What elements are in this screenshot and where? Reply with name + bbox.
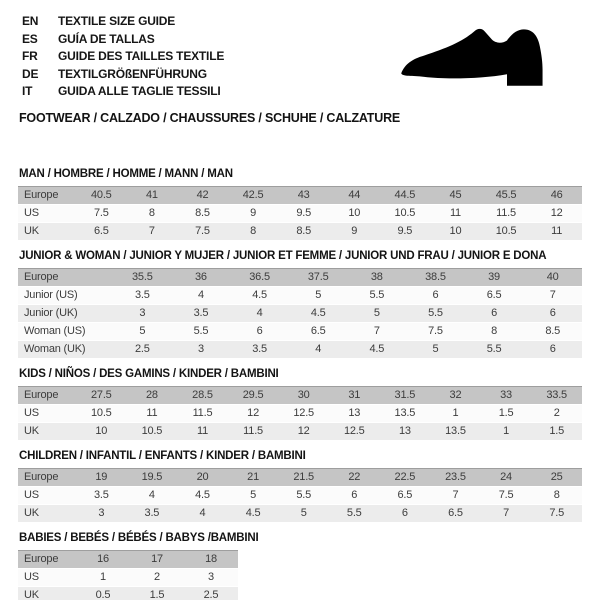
- size-cell: 7.5: [76, 205, 127, 223]
- size-cell: 41: [127, 186, 178, 205]
- kids-size-table: [18, 386, 582, 441]
- size-cell: 17: [130, 550, 184, 569]
- size-cell: 6: [329, 487, 380, 505]
- size-cell: 3.5: [230, 341, 289, 359]
- table-row: [18, 569, 238, 587]
- size-cell: 4: [177, 505, 228, 523]
- size-cell: 8.5: [177, 205, 228, 223]
- size-cell: 5: [348, 305, 407, 323]
- language-code: IT: [22, 84, 33, 98]
- size-cell: 30: [278, 386, 329, 405]
- size-cell: 4.5: [289, 305, 348, 323]
- size-cell: 22.5: [380, 468, 431, 487]
- size-cell: 11.5: [481, 205, 532, 223]
- size-cell: 40: [523, 268, 582, 287]
- row-label: Woman (UK): [18, 341, 113, 359]
- size-cell: 31.5: [380, 386, 431, 405]
- size-cell: 38: [348, 268, 407, 287]
- section-children: [18, 450, 582, 523]
- row-label: US: [18, 405, 76, 423]
- size-cell: 4: [289, 341, 348, 359]
- table-header-row: [18, 386, 582, 405]
- language-code: EN: [22, 14, 39, 28]
- language-code: FR: [22, 49, 38, 63]
- size-cell: 12.5: [278, 405, 329, 423]
- size-cell: 6: [523, 305, 582, 323]
- size-cell: 11.5: [228, 423, 279, 441]
- size-cell: 11.5: [177, 405, 228, 423]
- size-cell: 32: [430, 386, 481, 405]
- section-babies: [18, 532, 582, 600]
- row-label: Europe: [18, 550, 76, 569]
- size-cell: 3.5: [172, 305, 231, 323]
- table-header-row: [18, 550, 238, 569]
- size-cell: 23.5: [430, 468, 481, 487]
- size-cell: 40.5: [76, 186, 127, 205]
- size-cell: 8: [228, 223, 279, 241]
- size-cell: 5.5: [406, 305, 465, 323]
- table-row: [18, 323, 582, 341]
- size-cell: 35.5: [113, 268, 172, 287]
- size-cell: 7.5: [481, 487, 532, 505]
- size-cell: 5.5: [465, 341, 524, 359]
- size-cell: 11: [531, 223, 582, 241]
- size-cell: 7: [481, 505, 532, 523]
- size-cell: 25: [531, 468, 582, 487]
- size-cell: 8.5: [523, 323, 582, 341]
- size-cell: 4: [127, 487, 178, 505]
- size-cell: 33: [481, 386, 532, 405]
- size-cell: 12: [228, 405, 279, 423]
- size-cell: 2.5: [113, 341, 172, 359]
- size-cell: 5: [228, 487, 279, 505]
- size-cell: 13.5: [380, 405, 431, 423]
- size-cell: 4.5: [177, 487, 228, 505]
- size-cell: 10.5: [127, 423, 178, 441]
- language-title: GUÍA DE TALLAS: [58, 31, 155, 46]
- size-cell: 4.5: [348, 341, 407, 359]
- table-row: [18, 587, 238, 600]
- size-cell: 44.5: [380, 186, 431, 205]
- page-header: [18, 0, 582, 125]
- size-cell: 6: [406, 287, 465, 305]
- size-cell: 5.5: [329, 505, 380, 523]
- size-cell: 1: [481, 423, 532, 441]
- table-row: [18, 205, 582, 223]
- size-cell: 5.5: [348, 287, 407, 305]
- size-cell: 1.5: [130, 587, 184, 600]
- row-label: Junior (UK): [18, 305, 113, 323]
- language-title: TEXTILE SIZE GUIDE: [58, 14, 176, 28]
- size-cell: 19.5: [127, 468, 178, 487]
- man-size-table: [18, 186, 582, 241]
- children-size-table: [18, 468, 582, 523]
- size-cell: 28.5: [177, 386, 228, 405]
- size-cell: 21: [228, 468, 279, 487]
- size-cell: 11: [430, 205, 481, 223]
- table-title-junior-woman: JUNIOR & WOMAN / JUNIOR Y MUJER / JUNIOR ET FEMME / JUNIOR UND FRAU / JUNIOR E DONA: [19, 249, 547, 262]
- row-label: UK: [18, 223, 76, 241]
- size-cell: 7.5: [531, 505, 582, 523]
- size-cell: 33.5: [531, 386, 582, 405]
- size-cell: 3.5: [113, 287, 172, 305]
- size-cell: 3.5: [76, 487, 127, 505]
- size-cell: 10: [430, 223, 481, 241]
- table-title-kids: KIDS / NIÑOS / DES GAMINS / KINDER / BAMBINI: [19, 367, 279, 380]
- junior-woman-size-table: [18, 268, 582, 359]
- row-label: Europe: [18, 186, 76, 205]
- size-cell: 3.5: [127, 505, 178, 523]
- size-cell: 7: [430, 487, 481, 505]
- size-cell: 7: [348, 323, 407, 341]
- size-cell: 4: [172, 287, 231, 305]
- size-cell: 16: [76, 550, 130, 569]
- size-cell: 22: [329, 468, 380, 487]
- category-title: FOOTWEAR / CALZADO / CHAUSSURES / SCHUHE / CALZATURE: [19, 110, 401, 125]
- size-cell: 1: [76, 569, 130, 587]
- size-cell: 10: [329, 205, 380, 223]
- size-cell: 4.5: [230, 287, 289, 305]
- row-label: UK: [18, 587, 76, 600]
- table-header-row: [18, 186, 582, 205]
- size-tables: [18, 168, 582, 600]
- size-cell: 42: [177, 186, 228, 205]
- section-junior-woman: [18, 250, 582, 359]
- size-cell: 8: [465, 323, 524, 341]
- size-cell: 6.5: [289, 323, 348, 341]
- size-cell: 18: [184, 550, 238, 569]
- row-label: US: [18, 487, 76, 505]
- row-label: Woman (US): [18, 323, 113, 341]
- babies-size-table: [18, 550, 238, 600]
- size-cell: 10.5: [481, 223, 532, 241]
- size-cell: 8.5: [278, 223, 329, 241]
- size-cell: 13: [329, 405, 380, 423]
- size-cell: 21.5: [278, 468, 329, 487]
- row-label: Europe: [18, 386, 76, 405]
- section-man: [18, 168, 582, 241]
- size-cell: 37.5: [289, 268, 348, 287]
- language-title: GUIDA ALLE TAGLIE TESSILI: [58, 84, 221, 98]
- size-cell: 6: [523, 341, 582, 359]
- row-label: UK: [18, 423, 76, 441]
- size-cell: 6.5: [76, 223, 127, 241]
- size-cell: 2.5: [184, 587, 238, 600]
- size-cell: 9.5: [278, 205, 329, 223]
- size-cell: 8: [531, 487, 582, 505]
- language-title: TEXTILGRÖßENFÜHRUNG: [58, 66, 207, 81]
- size-cell: 11: [127, 405, 178, 423]
- language-code: ES: [22, 31, 38, 46]
- row-label: Junior (US): [18, 287, 113, 305]
- size-cell: 5: [113, 323, 172, 341]
- table-row: [18, 287, 582, 305]
- size-cell: 13.5: [430, 423, 481, 441]
- size-cell: 7.5: [406, 323, 465, 341]
- table-header-row: [18, 268, 582, 287]
- size-cell: 24: [481, 468, 532, 487]
- size-cell: 9: [228, 205, 279, 223]
- size-cell: 6.5: [380, 487, 431, 505]
- size-cell: 10.5: [380, 205, 431, 223]
- size-cell: 11: [177, 423, 228, 441]
- dress-shoe-icon: [394, 20, 572, 100]
- size-cell: 36: [172, 268, 231, 287]
- size-cell: 2: [130, 569, 184, 587]
- size-cell: 9: [329, 223, 380, 241]
- size-cell: 3: [184, 569, 238, 587]
- row-label: Europe: [18, 468, 76, 487]
- size-cell: 13: [380, 423, 431, 441]
- size-cell: 4.5: [228, 505, 279, 523]
- size-cell: 8: [127, 205, 178, 223]
- size-cell: 5.5: [172, 323, 231, 341]
- row-label: US: [18, 569, 76, 587]
- language-code: DE: [22, 66, 39, 81]
- table-row: [18, 487, 582, 505]
- size-cell: 7.5: [177, 223, 228, 241]
- size-cell: 46: [531, 186, 582, 205]
- size-cell: 39: [465, 268, 524, 287]
- size-cell: 36.5: [230, 268, 289, 287]
- size-cell: 3: [113, 305, 172, 323]
- size-cell: 28: [127, 386, 178, 405]
- table-header-row: [18, 468, 582, 487]
- size-cell: 9.5: [380, 223, 431, 241]
- size-cell: 19: [76, 468, 127, 487]
- size-cell: 0.5: [76, 587, 130, 600]
- table-title-babies: BABIES / BEBÉS / BÉBÉS / BABYS /BAMBINI: [19, 531, 259, 544]
- size-cell: 6.5: [430, 505, 481, 523]
- size-cell: 20: [177, 468, 228, 487]
- size-cell: 3: [172, 341, 231, 359]
- size-cell: 44: [329, 186, 380, 205]
- size-cell: 43: [278, 186, 329, 205]
- size-cell: 6: [465, 305, 524, 323]
- size-cell: 2: [531, 405, 582, 423]
- table-row: [18, 305, 582, 323]
- size-cell: 12: [531, 205, 582, 223]
- size-cell: 6: [380, 505, 431, 523]
- table-row: [18, 341, 582, 359]
- size-cell: 3: [76, 505, 127, 523]
- size-cell: 42.5: [228, 186, 279, 205]
- language-title: GUIDE DES TAILLES TEXTILE: [58, 49, 225, 63]
- row-label: Europe: [18, 268, 113, 287]
- size-cell: 7: [523, 287, 582, 305]
- size-cell: 27.5: [76, 386, 127, 405]
- size-cell: 5: [278, 505, 329, 523]
- size-cell: 5.5: [278, 487, 329, 505]
- size-cell: 4: [230, 305, 289, 323]
- size-cell: 7: [127, 223, 178, 241]
- size-cell: 10: [76, 423, 127, 441]
- size-cell: 6.5: [465, 287, 524, 305]
- size-cell: 31: [329, 386, 380, 405]
- table-row: [18, 223, 582, 241]
- table-title-children: CHILDREN / INFANTIL / ENFANTS / KINDER / BAMBINI: [19, 449, 306, 462]
- size-cell: 29.5: [228, 386, 279, 405]
- size-cell: 1: [430, 405, 481, 423]
- row-label: US: [18, 205, 76, 223]
- table-row: [18, 423, 582, 441]
- size-cell: 38.5: [406, 268, 465, 287]
- size-cell: 12: [278, 423, 329, 441]
- size-cell: 45: [430, 186, 481, 205]
- size-cell: 1.5: [481, 405, 532, 423]
- size-cell: 12.5: [329, 423, 380, 441]
- section-kids: [18, 368, 582, 441]
- size-cell: 6: [230, 323, 289, 341]
- row-label: UK: [18, 505, 76, 523]
- size-cell: 5: [406, 341, 465, 359]
- table-title-man: MAN / HOMBRE / HOMME / MANN / MAN: [19, 167, 233, 180]
- table-row: [18, 405, 582, 423]
- table-row: [18, 505, 582, 523]
- size-cell: 1.5: [531, 423, 582, 441]
- size-cell: 45.5: [481, 186, 532, 205]
- size-cell: 5: [289, 287, 348, 305]
- size-cell: 10.5: [76, 405, 127, 423]
